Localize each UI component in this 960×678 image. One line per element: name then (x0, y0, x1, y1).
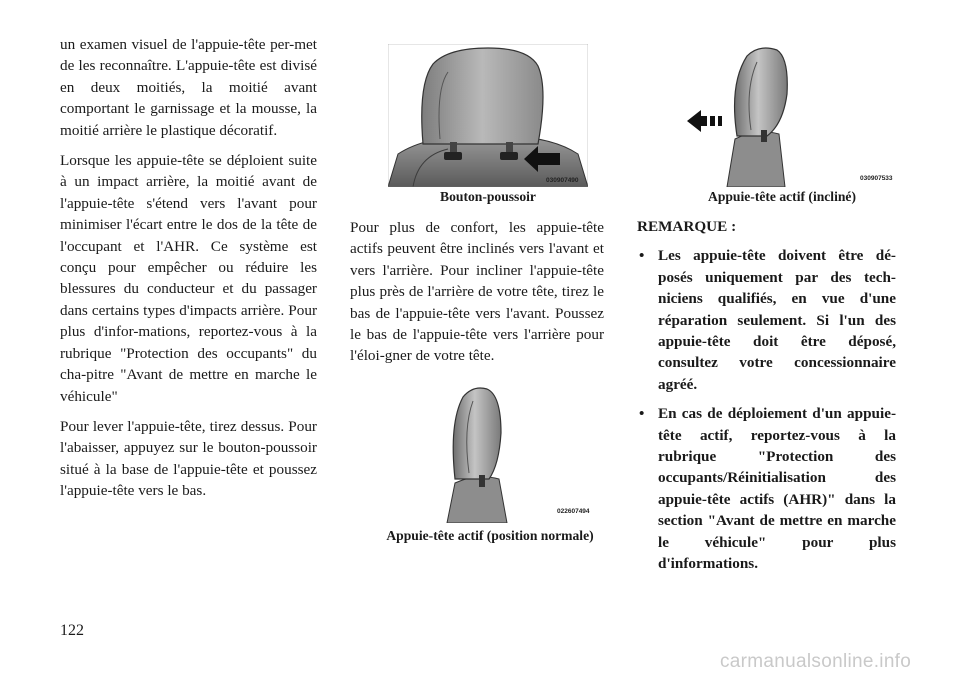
tilt-arrow-icon (687, 110, 707, 132)
remark-heading: REMARQUE : (637, 218, 737, 235)
figure-push-button (388, 44, 588, 187)
text-column-middle (350, 217, 604, 376)
paragraph: Pour lever l'appuie-tête, tirez dessus. Pour l'abaisser, appuyez sur le bouton-poussoir situé à la base de l'appuie-tête et poussez l'appuie-tête vers le bas. (60, 417, 317, 500)
headrest-normal-illustration (417, 383, 607, 523)
watermark: carmanualsonline.info (720, 651, 912, 672)
bullet-icon: • (639, 405, 645, 423)
paragraph: Lorsque les appuie-tête se déploient suite à un impact arrière, la moitié avant de l'appuie-tête s'étend vers l'avant pour minimiser l'écart entre le dos de la tête de l'occupant et l'AHR. Ce système est conçu pour empêcher ou réduire les blessures du conducteur et du passager dans certains types d'impacts arrière. Pour plus d'infor-mations, reportez-vous à la rubrique "Protection des occupants" du cha-pitre "Avant de mettre en marche le véhicule" (60, 152, 317, 405)
bullet-icon: • (639, 247, 645, 265)
text-column-right (637, 216, 896, 583)
list-item (637, 245, 896, 395)
page-number: 122 (60, 622, 84, 639)
figure-normal-headrest (417, 383, 607, 523)
list-item-text: En cas de déploiement d'un appuie-tête actif, reportez-vous à la rubrique "Protection des occupants/Réinitialisation des appuie-tête actifs (AHR)" dans la section "Avant de mettre en marche le véhicule" pour plus d'informations. (658, 405, 896, 573)
svg-text:030907533: 030907533 (860, 175, 893, 182)
paragraph: un examen visuel de l'appuie-tête per-met de les reconnaître. L'appuie-tête est divisé en deux moitiés, la moitié avant comportant le garnissage et la mousse, la moitié arrière le plastique décoratif. (60, 36, 317, 139)
text-column-left (60, 34, 317, 511)
svg-text:022607494: 022607494 (557, 508, 590, 515)
headrest-tilted-illustration (667, 44, 897, 187)
figure-tilted-headrest (667, 44, 897, 187)
figure-caption: Bouton-poussoir (440, 189, 536, 204)
paragraph: Pour plus de confort, les appuie-tête actifs peuvent être inclinés vers l'avant et vers l'arrière. Pour incliner l'appuie-tête plus près de l'arrière de votre tête, tirez le bas de l'appuie-tête vers l'avant. Poussez le bas de l'appuie-tête vers l'arrière pour l'éloi-gner de votre tête. (350, 219, 604, 365)
list-item (637, 403, 896, 574)
headrest-button-illustration (388, 44, 588, 187)
list-item-text: Les appuie-tête doivent être dé-posés uniquement par des tech-niciens qualifiés, en vue d'une réparation seulement. Si l'un des appuie-tête doit être déposé, consultez votre concessionnaire agréé. (658, 247, 896, 393)
remark-list (637, 245, 896, 574)
figure-caption: Appuie-tête actif (position normale) (386, 528, 594, 543)
figure-caption: Appuie-tête actif (incliné) (708, 189, 856, 204)
svg-text:030907490: 030907490 (546, 177, 579, 184)
